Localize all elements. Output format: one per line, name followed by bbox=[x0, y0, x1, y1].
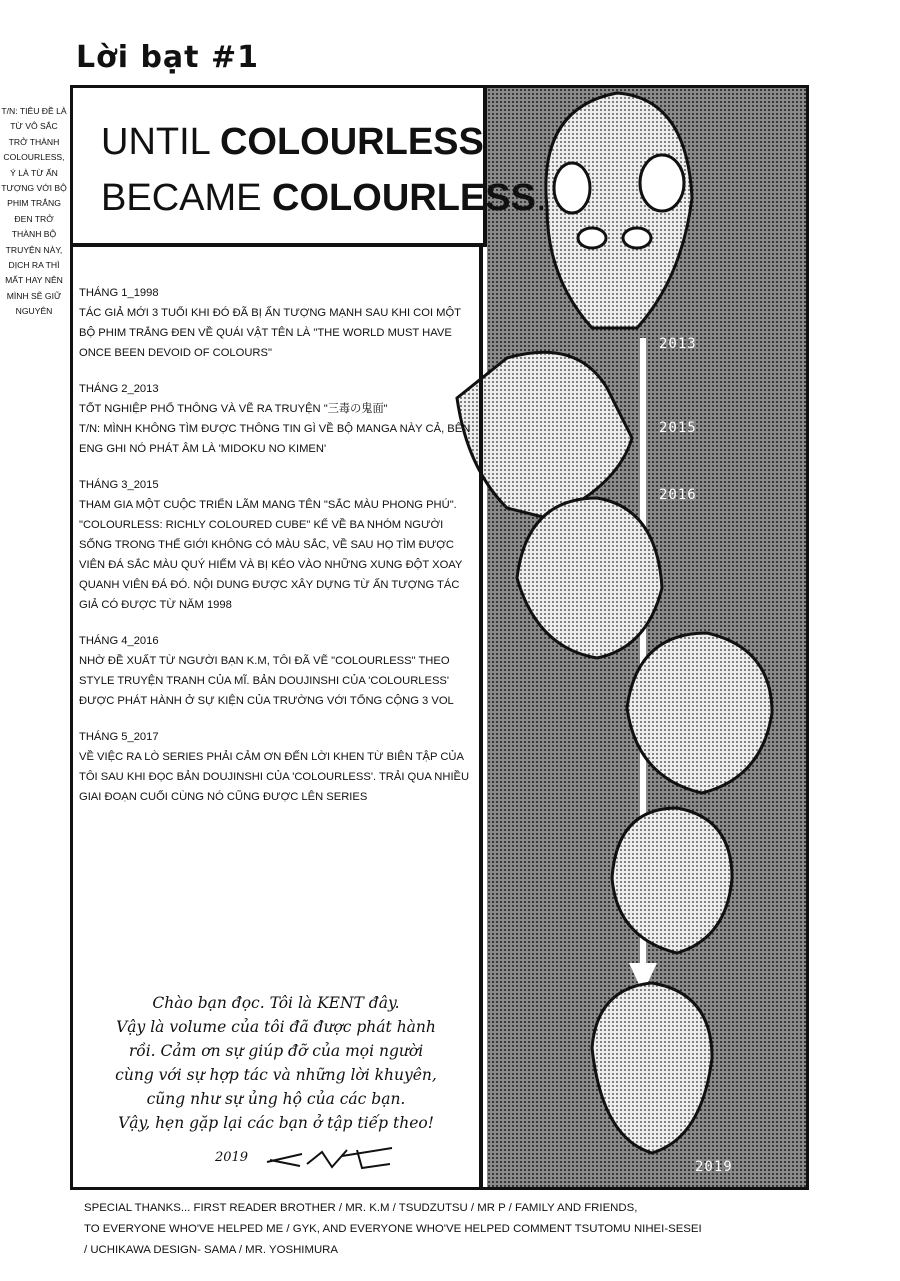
timeline-entry: THÁNG 4_2016 NHỜ ĐỀ XUẤT TỪ NGƯỜI BẠN K.M, TÔI ĐÃ VẼ "COLOURLESS" THEO STYLE TRUYỆN TRANH CỦA MĨ. BẢN DOUJINSHI CỦA 'COLOURLESS' ĐƯỢC PHÁT HÀNH Ở SỰ KIỆN CỦA TRƯỜNG VỚI TỔNG CỘNG 3 VOL bbox=[79, 635, 454, 707]
text-panel bbox=[73, 247, 483, 1187]
helmet-2013 bbox=[546, 93, 692, 328]
author-signature bbox=[262, 1142, 397, 1172]
helmet-2016 bbox=[517, 498, 662, 658]
translator-note: T/N: MÌNH KHÔNG TÌM ĐƯỢC THÔNG TIN GÌ VỀ BỘ MANGA NÀY CẢ, BÊN ENG GHI NÓ PHÁT ÂM LÀ 'MIDOKU NO KIMEN' bbox=[79, 423, 471, 455]
timeline-entry: THÁNG 2_2013 TỐT NGHIỆP PHỔ THÔNG VÀ VẼ RA TRUYỆN "三毒の鬼面" T/N: MÌNH KHÔNG TÌM ĐƯỢC THÔNG TIN GÌ VỀ BỘ MANGA NÀY CẢ, BÊN ENG GHI NÓ PHÁT ÂM LÀ 'MIDOKU NO KIMEN' bbox=[79, 379, 477, 459]
signature-year: 2019 bbox=[214, 1149, 249, 1165]
year-label-2016: 2016 bbox=[659, 487, 697, 503]
helmet-illustration-column bbox=[487, 88, 806, 1187]
helmet-2019 bbox=[592, 983, 712, 1153]
timeline-entry: THÁNG 1_1998 TÁC GIẢ MỚI 3 TUỔI KHI ĐÓ ĐÃ BỊ ẤN TƯỢNG MẠNH SAU KHI COI MỘT BỘ PHIM TRẮNG ĐEN VỀ QUÁI VẬT TÊN LÀ "THE WORLD MUST HAVE ONCE BEEN DEVOID OF COLOURS" bbox=[79, 287, 461, 359]
signature-row bbox=[133, 1141, 479, 1173]
helmet-2015 bbox=[457, 352, 632, 518]
year-label-2013: 2013 bbox=[659, 336, 697, 352]
year-label-2019: 2019 bbox=[695, 1159, 733, 1175]
page-heading: Lời bạt #1 bbox=[76, 40, 259, 75]
title: UNTIL COLOURLESS BECAME COLOURLESS. bbox=[101, 121, 547, 219]
timeline-entry: THÁNG 3_2015 THAM GIA MỘT CUỘC TRIỂN LÃM MANG TÊN "SẮC MÀU PHONG PHÚ". "COLOURLESS: RICHLY COLOURED CUBE" KỂ VỀ BA NHÓM NGƯỜI SỐNG TRONG THẾ GIỚI KHÔNG CÓ MÀU SẮC, VỀ SAU HỌ TÌM ĐƯỢC VIÊN ĐÁ SẮC MÀU QUÝ HIẾM VÀ BỊ KÉO VÀO NHỮNG XUNG ĐỘT XOAY QUANH VIÊN ĐÁ ĐÓ. NỘI DUNG ĐƯỢC XÂY DỰNG TỪ ẤN TƯỢNG TÁC GIẢ CÓ ĐƯỢC TỪ NĂM 1998 bbox=[79, 479, 463, 611]
helmet-timeline-art bbox=[487, 88, 806, 1187]
timeline-entry: THÁNG 5_2017 VỀ VIỆC RA LÒ SERIES PHẢI CẢM ƠN ĐẾN LỜI KHEN TỪ BIÊN TẬP CỦA TÔI SAU KHI ĐỌC BẢN DOUJINSHI CỦA 'COLOURLESS'. TRẢI QUA NHIỀU GIAI ĐOẠN CUỐI CÙNG NÓ CŨNG ĐƯỢC LÊN SERIES bbox=[79, 731, 470, 803]
timeline bbox=[79, 283, 477, 823]
helmet-5 bbox=[612, 808, 732, 953]
special-thanks: SPECIAL THANKS... FIRST READER BROTHER / MR. K.M / TSUDZUTSU / MR P / FAMILY AND FRIENDS, TO EVERYONE WHO'VE HELPED ME / GYK, AND EVERYONE WHO'VE HELPED COMMENT TSUTOMU NIHEI-SESEI / UCHIKAWA DESIGN- SAMA / MR. YOSHIMURA bbox=[84, 1202, 702, 1256]
page-frame bbox=[70, 85, 809, 1190]
translator-side-note: T/N: TIÊU ĐỀ LÀ TỪ VÔ SẮC TRỞ THÀNH COLOURLESS, Ý LÀ TỪ ẤN TƯỢNG VỚI BỘ PHIM TRẮNG ĐEN TRỞ THÀNH BỘ TRUYỆN NÀY, DỊCH RA THÌ MẤT HAY NÊN MÌNH SẼ GIỮ NGUYÊN bbox=[1, 106, 67, 317]
helmet-4 bbox=[627, 633, 772, 793]
author-message: Chào bạn đọc. Tôi là KENT đây. Vậy là volume của tôi đã được phát hành rồi. Cảm ơn sự giúp đỡ của mọi người cùng với sự hợp tác và những lời khuyên, cũng như sự ủng hộ của các bạn. Vậy, hẹn gặp lại các bạn ở tập tiếp theo! bbox=[115, 994, 437, 1132]
title-box bbox=[73, 88, 547, 247]
year-label-2015: 2015 bbox=[659, 420, 697, 436]
